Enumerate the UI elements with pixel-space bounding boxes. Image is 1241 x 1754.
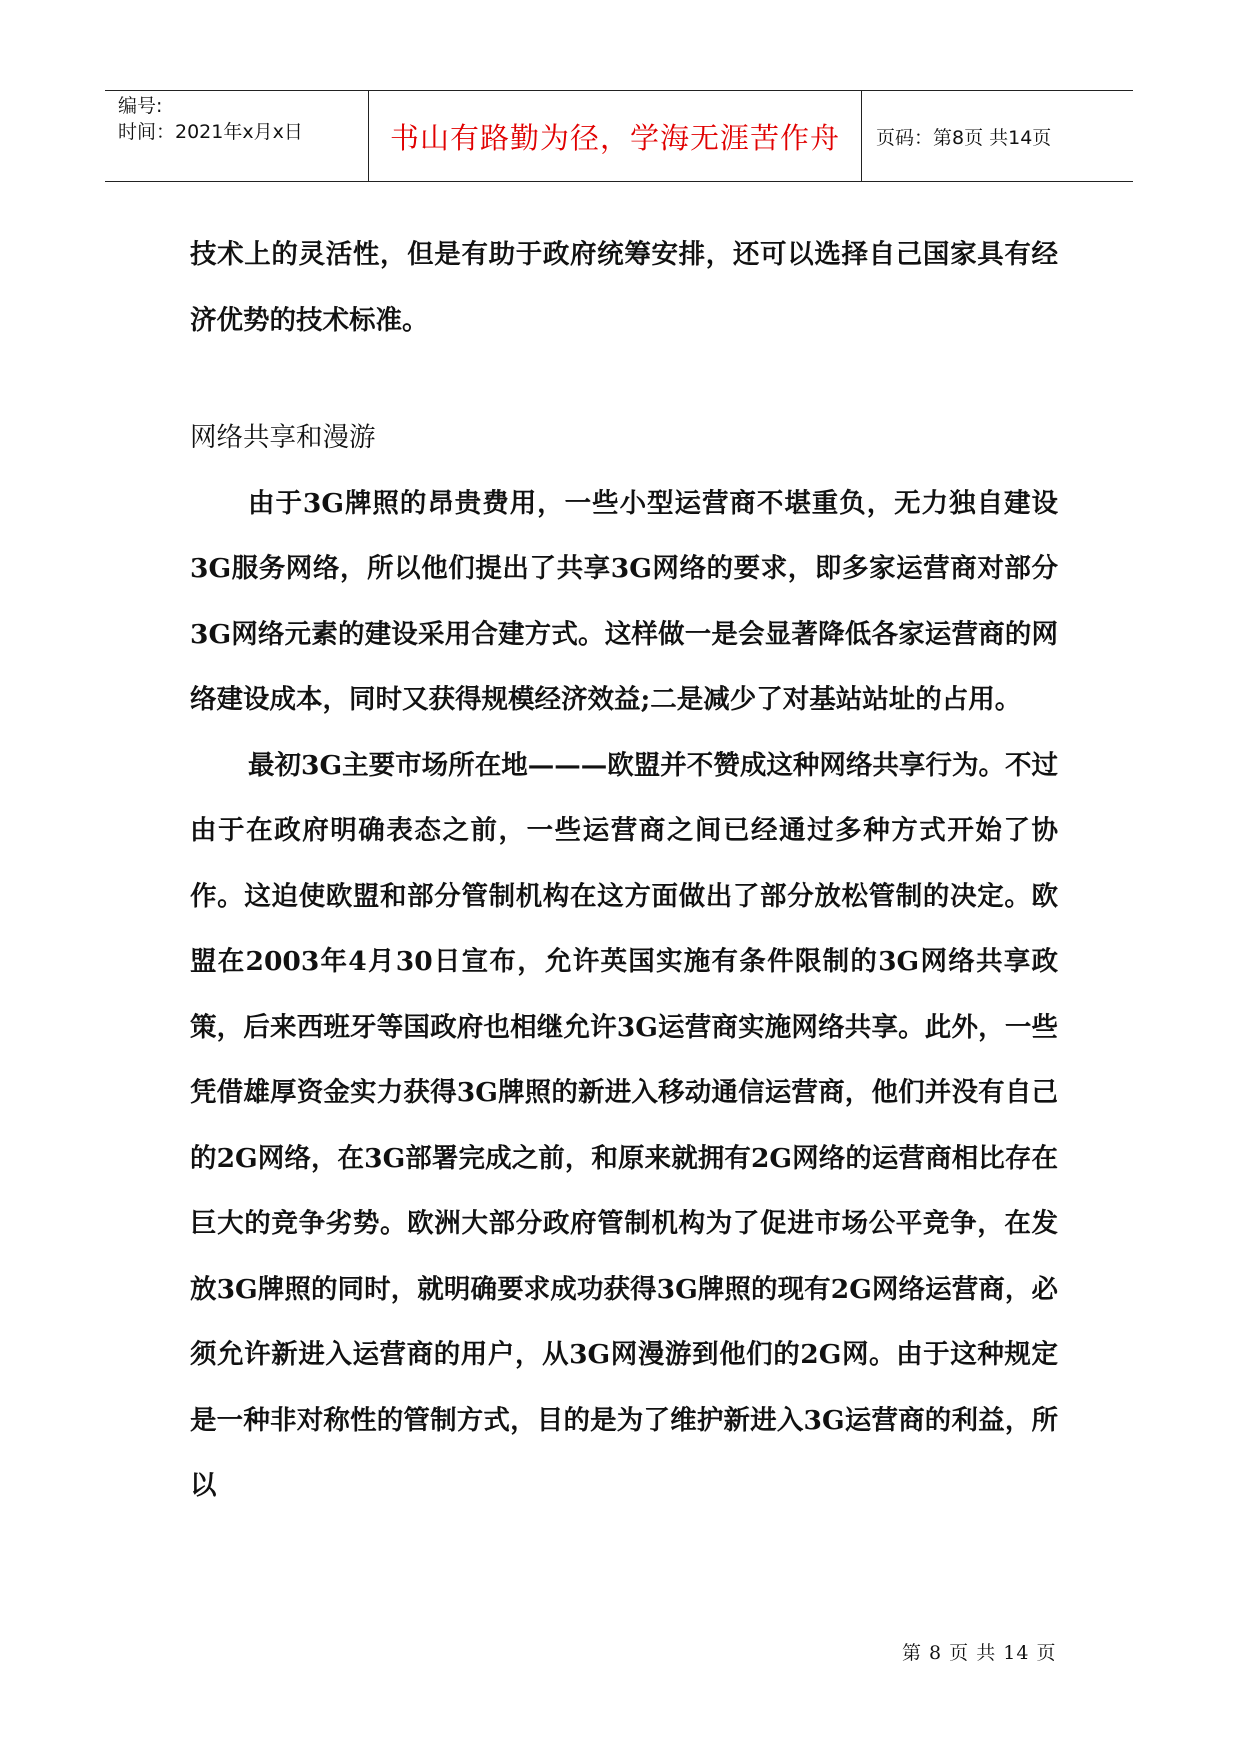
paragraph: 由于3G牌照的昂贵费用，一些小型运营商不堪重负，无力独自建设3G服务网络，所以他们提出了共享3G网络的要求，即多家运营商对部分3G网络元素的建设采用合建方式。这样做一是会显著降低各家运营商的网络建设成本，同时又获得规模经济效益;二是减少了对基站站址的占用。	[190, 487, 1058, 715]
header-motto: 书山有路勤为径，学海无涯苦作舟	[369, 91, 862, 181]
header-page-code: 页码：第8页 共14页	[876, 126, 1052, 149]
section-heading: 网络共享和漫游	[190, 422, 376, 453]
document-number-label: 编号:	[118, 95, 163, 117]
page-header	[105, 90, 1133, 182]
paragraph: 最初3G主要市场所在地———欧盟并不赞成这种网络共享行为。不过由于在政府明确表态之前，一些运营商之间已经通过多种方式开始了协作。这迫使欧盟和部分管制机构在这方面做出了部分放松管制的决定。欧盟在2003年4月30日宣布，允许英国实施有条件限制的3G网络共享政策，后来西班牙等国政府也相继允许3G运营商实施网络共享。此外，一些凭借雄厚资金实力获得3G牌照的新进入移动通信运营商，他们并没有自己的2G网络，在3G部署完成之前，和原来就拥有2G网络的运营商相比存在巨大的竞争劣势。欧洲大部分政府管制机构为了促进市场公平竞争，在发放3G牌照的同时，就明确要求成功获得3G牌照的现有2G网络运营商，必须允许新进入运营商的用户，从3G网漫游到他们的2G网。由于这种规定是一种非对称性的管制方式，目的是为了维护新进入3G运营商的利益，所以	[190, 749, 1058, 1501]
page-footer: 第 8 页 共 14 页	[902, 1642, 1057, 1664]
document-time-label: 时间：2021年x月x日	[118, 121, 303, 143]
header-meta	[105, 91, 369, 181]
paragraph-continued: 技术上的灵活性，但是有助于政府统筹安排，还可以选择自己国家具有经济优势的技术标准。	[190, 239, 1058, 336]
document-body	[190, 222, 1058, 1519]
